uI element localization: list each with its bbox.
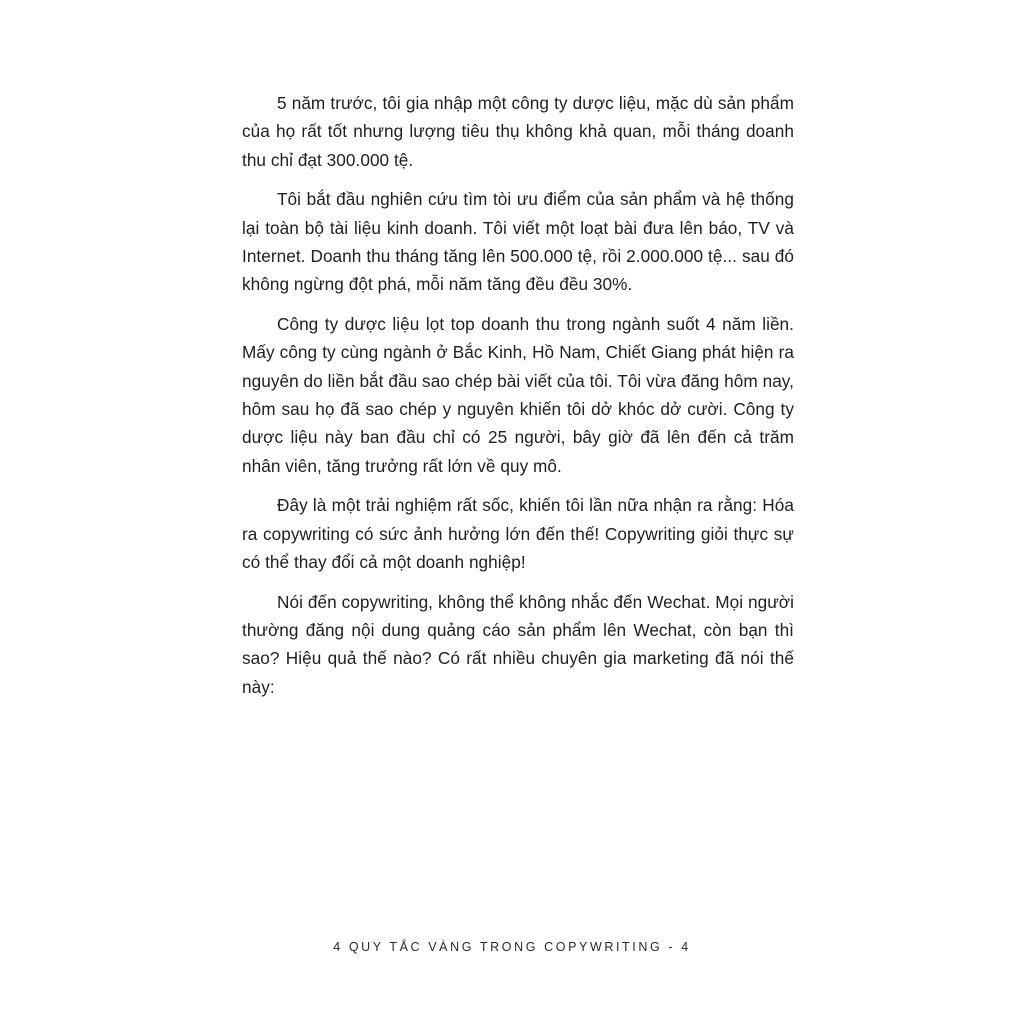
paragraph-2: Tôi bắt đầu nghiên cứu tìm tòi ưu điểm của sản phẩm và hệ thống lại toàn bộ tài liệu kinh doanh. Tôi viết một loạt bài đưa lên báo, TV và Internet. Doanh thu tháng tăng lên 500.000 tệ, rồi 2.000.000 tệ... sau đó không ngừng đột phá, mỗi năm tăng đều đều 30%. xyxy=(242,189,794,295)
paragraph-4: Đây là một trải nghiệm rất sốc, khiến tôi lần nữa nhận ra rằng: Hóa ra copywriting có sức ảnh hưởng lớn đến thế! Copywriting giỏi thực sự có thể thay đổi cả một doanh nghiệp! xyxy=(242,495,794,573)
page-body-text xyxy=(242,89,794,712)
paragraph-3: Công ty dược liệu lọt top doanh thu trong ngành suốt 4 năm liền. Mấy công ty cùng ngành ở Bắc Kinh, Hồ Nam, Chiết Giang phát hiện ra nguyên do liền bắt đầu sao chép bài viết của tôi. Tôi vừa đăng hôm nay, hôm sau họ đã sao chép y nguyên khiến tôi dở khóc dở cười. Công ty dược liệu này ban đầu chỉ có 25 người, bây giờ đã lên đến cả trăm nhân viên, tăng trưởng rất lớn về quy mô. xyxy=(242,313,794,476)
page-footer: 4 QUY TẮC VÀNG TRONG COPYWRITING - 4 xyxy=(333,940,691,954)
paragraph-1: 5 năm trước, tôi gia nhập một công ty dược liệu, mặc dù sản phẩm của họ rất tốt nhưng lượng tiêu thụ không khả quan, mỗi tháng doanh thu chỉ đạt 300.000 tệ. xyxy=(242,93,794,170)
paragraph-5: Nói đến copywriting, không thể không nhắc đến Wechat. Mọi người thường đăng nội dung quảng cáo sản phẩm lên Wechat, còn bạn thì sao? Hiệu quả thế nào? Có rất nhiều chuyên gia marketing đã nói thế này: xyxy=(242,591,794,697)
